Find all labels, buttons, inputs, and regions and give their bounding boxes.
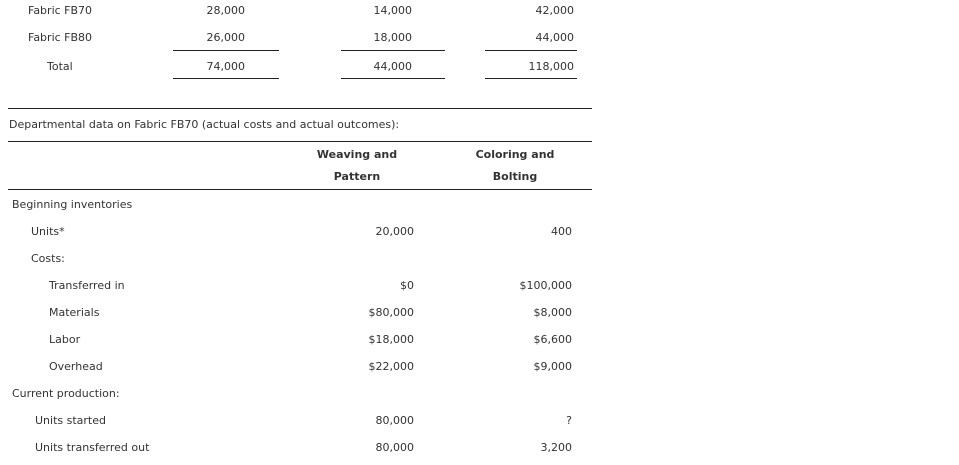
total-rule-col2 (341, 78, 445, 79)
cell-total-col1: 74,000 (206, 60, 245, 73)
cell-units-weaving: 20,000 (375, 225, 414, 238)
cell-labor-coloring: $6,600 (533, 333, 572, 346)
col-header-weaving-line2: Pattern (333, 170, 381, 183)
cell-labor-weaving: $18,000 (368, 333, 414, 346)
cell-materials-weaving: $80,000 (368, 306, 414, 319)
cell-overhead-coloring: $9,000 (533, 360, 572, 373)
dept-caption: Departmental data on Fabric FB70 (actual costs and actual outcomes): (9, 118, 400, 131)
cell-units-coloring: 400 (551, 225, 572, 238)
row-label-transferred-in: Transferred in (49, 279, 125, 292)
row-label-overhead: Overhead (49, 360, 103, 373)
col-header-coloring-line2: Bolting (492, 170, 538, 183)
dept-header-top-rule (8, 141, 592, 142)
col-header-coloring-line1: Coloring and (475, 148, 555, 161)
row-label-costs: Costs: (31, 252, 65, 265)
cell-total-col3: 118,000 (528, 60, 574, 73)
total-rule-col1 (173, 78, 279, 79)
dept-header-bottom-rule (8, 189, 592, 190)
row-label-labor: Labor (49, 333, 81, 346)
cell-transferred-in-weaving: $0 (400, 279, 414, 292)
row-label-fabric-fb70: Fabric FB70 (28, 4, 93, 17)
cell-fb70-col2: 14,000 (373, 4, 412, 17)
cell-units-transferred-out-weaving: 80,000 (375, 441, 414, 454)
cell-transferred-in-coloring: $100,000 (519, 279, 572, 292)
row-label-fabric-fb80: Fabric FB80 (28, 31, 93, 44)
cell-fb70-col1: 28,000 (206, 4, 245, 17)
total-rule-col3 (485, 78, 577, 79)
cell-overhead-weaving: $22,000 (368, 360, 414, 373)
row-label-current-production: Current production: (12, 387, 120, 400)
cell-fb80-col2: 18,000 (373, 31, 412, 44)
row-label-total: Total (47, 60, 73, 73)
col-header-weaving-line1: Weaving and (316, 148, 398, 161)
subtotal-rule-col3 (485, 50, 577, 51)
cell-fb80-col1: 26,000 (206, 31, 245, 44)
cell-total-col2: 44,000 (373, 60, 412, 73)
row-label-beginning-inventories: Beginning inventories (12, 198, 133, 211)
cell-units-transferred-out-coloring: 3,200 (540, 441, 572, 454)
dept-top-rule (8, 108, 592, 109)
row-label-units: Units* (31, 225, 65, 238)
row-label-materials: Materials (49, 306, 100, 319)
cell-units-started-weaving: 80,000 (375, 414, 414, 427)
subtotal-rule-col1 (173, 50, 279, 51)
row-label-units-started: Units started (35, 414, 106, 427)
cell-fb70-col3: 42,000 (535, 4, 574, 17)
cell-materials-coloring: $8,000 (533, 306, 572, 319)
subtotal-rule-col2 (341, 50, 445, 51)
row-label-units-transferred-out: Units transferred out (35, 441, 150, 454)
cell-fb80-col3: 44,000 (535, 31, 574, 44)
cell-units-started-coloring: ? (566, 414, 572, 427)
